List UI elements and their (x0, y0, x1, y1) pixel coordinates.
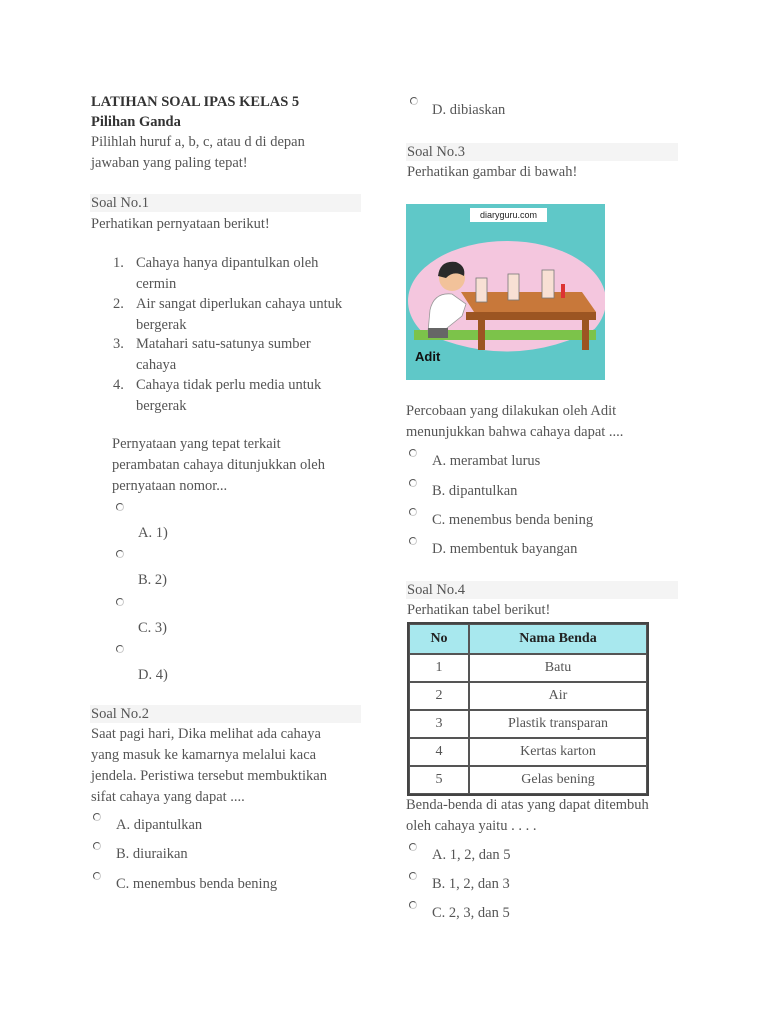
table-row (409, 766, 647, 794)
image-watermark: diaryguru.com (470, 208, 547, 222)
q1-option-a-radio[interactable] (116, 503, 124, 511)
table-header-name: Nama Benda (469, 624, 647, 654)
table-row (409, 654, 647, 682)
q2-text-line-4: sifat cahaya yang dapat .... (91, 789, 245, 805)
soal-1-header: Soal No.1 (90, 194, 361, 212)
list-item-cont: cahaya (136, 357, 177, 373)
instruction-line-1: Pilihlah huruf a, b, c, atau d di depan (91, 134, 305, 150)
list-item-number: 1. (113, 255, 124, 271)
q1-question-line-3: pernyataan nomor... (112, 478, 228, 494)
list-item-cont: bergerak (136, 398, 187, 414)
q4-option-c-radio[interactable] (409, 901, 417, 909)
q3-text-line-1: Percobaan yang dilakukan oleh Adit (406, 403, 617, 419)
q2-option-d-label: D. dibiaskan (432, 102, 506, 118)
list-item: Cahaya tidak perlu media untuk (136, 377, 322, 393)
soal-2-header: Soal No.2 (90, 705, 361, 723)
instruction-line-2: jawaban yang paling tepat! (91, 155, 248, 171)
q3-option-a-radio[interactable] (409, 449, 417, 457)
section-subtitle: Pilihan Ganda (91, 114, 181, 130)
list-item-cont: cermin (136, 276, 177, 292)
table-cell-name: Kertas karton (469, 738, 647, 766)
page-title: LATIHAN SOAL IPAS KELAS 5 (91, 94, 300, 110)
q2-option-c-label: C. menembus benda bening (116, 876, 278, 892)
q3-option-d-radio[interactable] (409, 537, 417, 545)
q1-option-b-label: B. 2) (138, 572, 167, 588)
table-row (409, 738, 647, 766)
experiment-illustration (406, 204, 605, 380)
q3-intro: Perhatikan gambar di bawah! (407, 164, 578, 180)
table-header-row (409, 624, 647, 654)
table-cell-no: 2 (409, 682, 469, 710)
q3-text-line-2: menunjukkan bahwa cahaya dapat .... (406, 424, 624, 440)
table-row (409, 682, 647, 710)
q2-text-line-3: jendela. Peristiwa tersebut membuktikan (91, 768, 327, 784)
q2-option-b-radio[interactable] (93, 842, 101, 850)
list-item-cont: bergerak (136, 317, 187, 333)
q2-option-b-label: B. diuraikan (116, 846, 188, 862)
q4-option-c-label: C. 2, 3, dan 5 (432, 905, 510, 921)
list-item: Cahaya hanya dipantulkan oleh (136, 255, 319, 271)
table-cell-no: 4 (409, 738, 469, 766)
table-cell-name: Plastik transparan (469, 710, 647, 738)
table-cell-no: 3 (409, 710, 469, 738)
q4-text-line-2: oleh cahaya yaitu . . . . (406, 818, 537, 834)
table-row (409, 710, 647, 738)
table-cell-no: 5 (409, 766, 469, 794)
q4-option-a-label: A. 1, 2, dan 5 (432, 847, 511, 863)
q2-option-a-radio[interactable] (93, 813, 101, 821)
q3-option-c-label: C. menembus benda bening (432, 512, 594, 528)
objects-table (407, 622, 649, 796)
soal-4-header: Soal No.4 (406, 581, 678, 599)
list-item-number: 2. (113, 296, 124, 312)
q4-option-b-label: B. 1, 2, dan 3 (432, 876, 510, 892)
table-header-no: No (409, 624, 469, 654)
table-cell-name: Air (469, 682, 647, 710)
list-item: Matahari satu-satunya sumber (136, 336, 311, 352)
table-cell-no: 1 (409, 654, 469, 682)
q1-option-c-label: C. 3) (138, 620, 167, 636)
q3-option-a-label: A. merambat lurus (432, 453, 541, 469)
q4-text-line-1: Benda-benda di atas yang dapat ditembuh (406, 797, 649, 813)
q4-option-b-radio[interactable] (409, 872, 417, 880)
q1-intro: Perhatikan pernyataan berikut! (91, 216, 270, 232)
q1-option-d-radio[interactable] (116, 645, 124, 653)
q3-option-b-radio[interactable] (409, 479, 417, 487)
list-item-number: 3. (113, 336, 124, 352)
q1-option-b-radio[interactable] (116, 550, 124, 558)
q2-text-line-2: yang masuk ke kamarnya melalui kaca (91, 747, 317, 763)
list-item: Air sangat diperlukan cahaya untuk (136, 296, 343, 312)
q1-question-line-1: Pernyataan yang tepat terkait (112, 436, 281, 452)
list-item-number: 4. (113, 377, 124, 393)
q4-option-a-radio[interactable] (409, 843, 417, 851)
q2-option-d-radio[interactable] (410, 97, 418, 105)
q2-option-a-label: A. dipantulkan (116, 817, 203, 833)
q1-question-line-2: perambatan cahaya ditunjukkan oleh (112, 457, 325, 473)
q3-option-c-radio[interactable] (409, 508, 417, 516)
q4-intro: Perhatikan tabel berikut! (407, 602, 551, 618)
q1-option-c-radio[interactable] (116, 598, 124, 606)
q1-option-a-label: A. 1) (138, 525, 168, 541)
image-caption: Adit (415, 349, 441, 364)
q2-option-c-radio[interactable] (93, 872, 101, 880)
table-cell-name: Gelas bening (469, 766, 647, 794)
q3-option-b-label: B. dipantulkan (432, 483, 518, 499)
q2-text-line-1: Saat pagi hari, Dika melihat ada cahaya (91, 726, 321, 742)
soal-3-header: Soal No.3 (406, 143, 678, 161)
q1-option-d-label: D. 4) (138, 667, 168, 683)
table-cell-name: Batu (469, 654, 647, 682)
q3-option-d-label: D. membentuk bayangan (432, 541, 578, 557)
